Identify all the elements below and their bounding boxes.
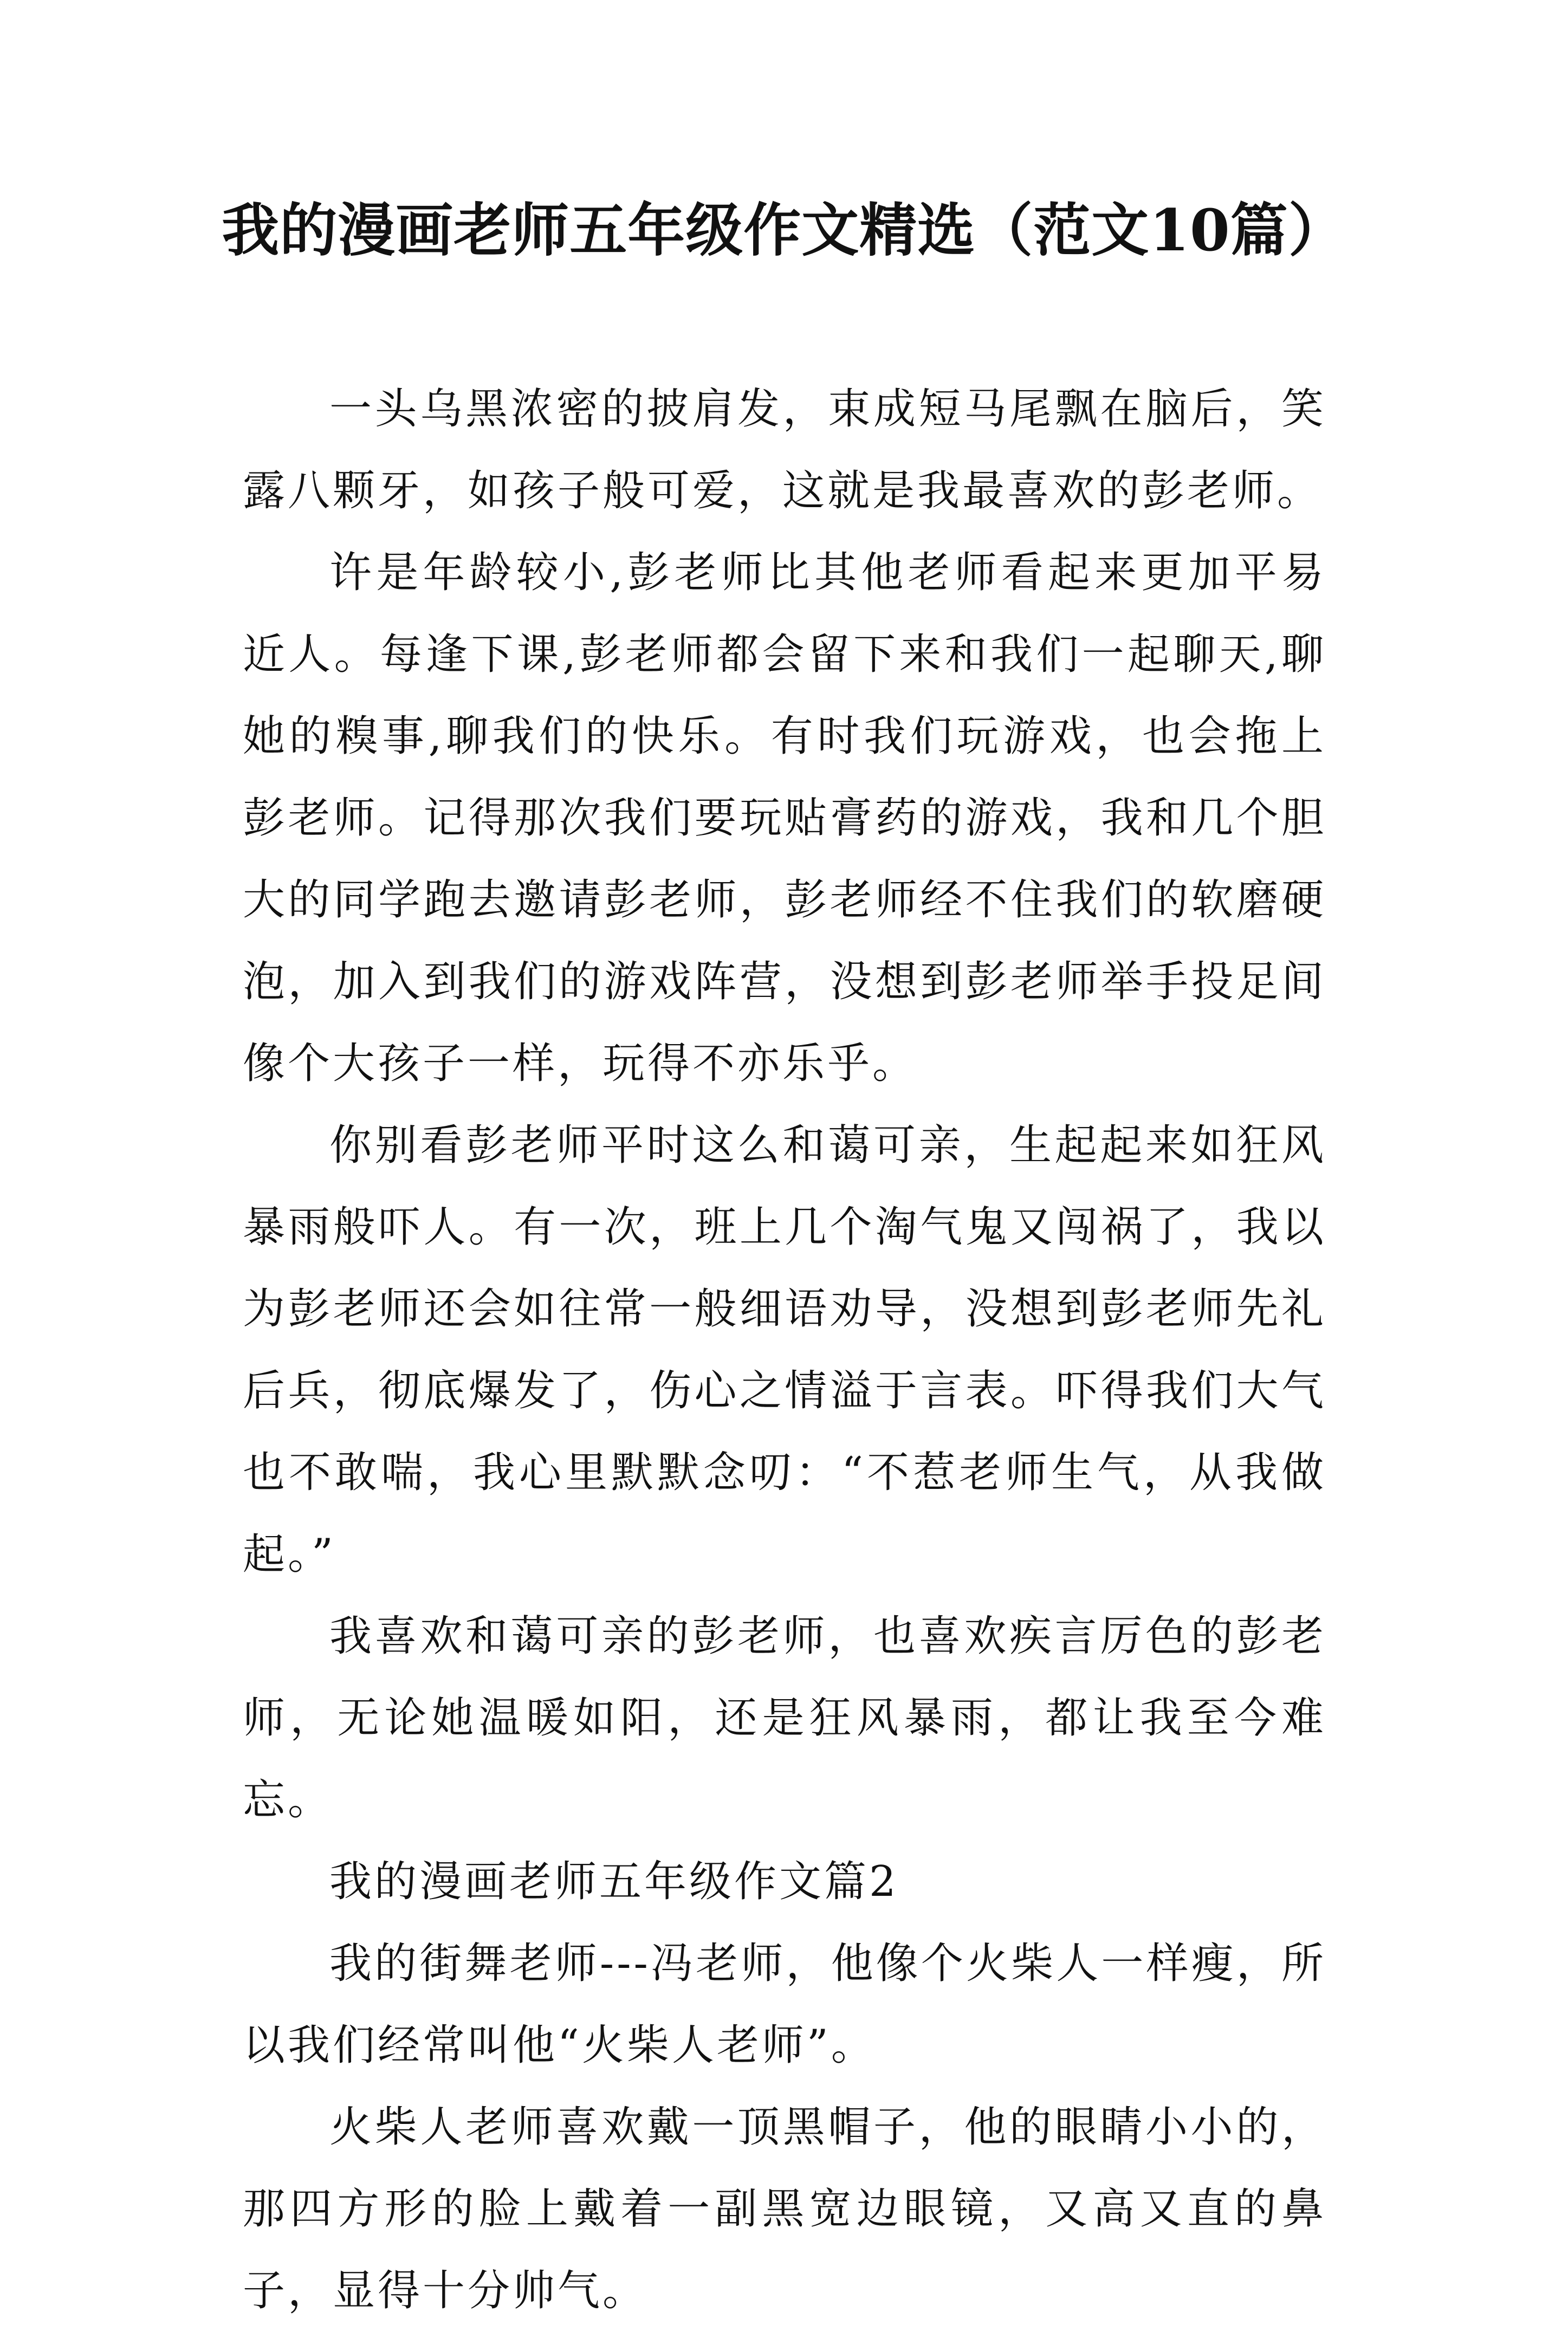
document-title: 我的漫画老师五年级作文精选（范文10篇）	[222, 196, 1346, 264]
paragraph: 一头乌黑浓密的披肩发，束成短马尾飘在脑后，笑露八颗牙，如孩子般可爱，这就是我最喜欢的彭老师。	[243, 385, 1326, 515]
section-heading: 我的漫画老师五年级作文篇2	[329, 1857, 899, 1906]
paragraph: 你别看彭老师平时这么和蔼可亲，生起起来如狂风暴雨般吓人。有一次，班上几个淘气鬼又闯祸了，我以为彭老师还会如往常一般细语劝导，没想到彭老师先礼后兵，彻底爆发了，伤心之情溢于言表。吓得我们大气也不敢喘，我心里默默念叨：“不惹老师生气，从我做起。”	[243, 1121, 1326, 1579]
paragraph: 我的街舞老师---冯老师，他像个火柴人一样瘦，所以我们经常叫他“火柴人老师”。	[243, 1939, 1326, 2070]
paragraph: 许是年龄较小,彭老师比其他老师看起来更加平易近人。每逢下课,彭老师都会留下来和我们一起聊天,聊她的糗事,聊我们的快乐。有时我们玩游戏，也会拖上彭老师。记得那次我们要玩贴膏药的游戏，我和几个胆大的同学跑去邀请彭老师，彭老师经不住我们的软磨硬泡，加入到我们的游戏阵营，没想到彭老师举手投足间像个大孩子一样，玩得不亦乐乎。	[243, 548, 1326, 1088]
paragraph: 我喜欢和蔼可亲的彭老师，也喜欢疾言厉色的彭老师，无论她温暖如阳，还是狂风暴雨，都让我至今难忘。	[243, 1612, 1326, 1824]
document-body	[243, 368, 1326, 2332]
paragraph: 火柴人老师喜欢戴一顶黑帽子，他的眼睛小小的，那四方形的脸上戴着一副黑宽边眼镜，又高又直的鼻子，显得十分帅气。	[243, 2103, 1326, 2315]
